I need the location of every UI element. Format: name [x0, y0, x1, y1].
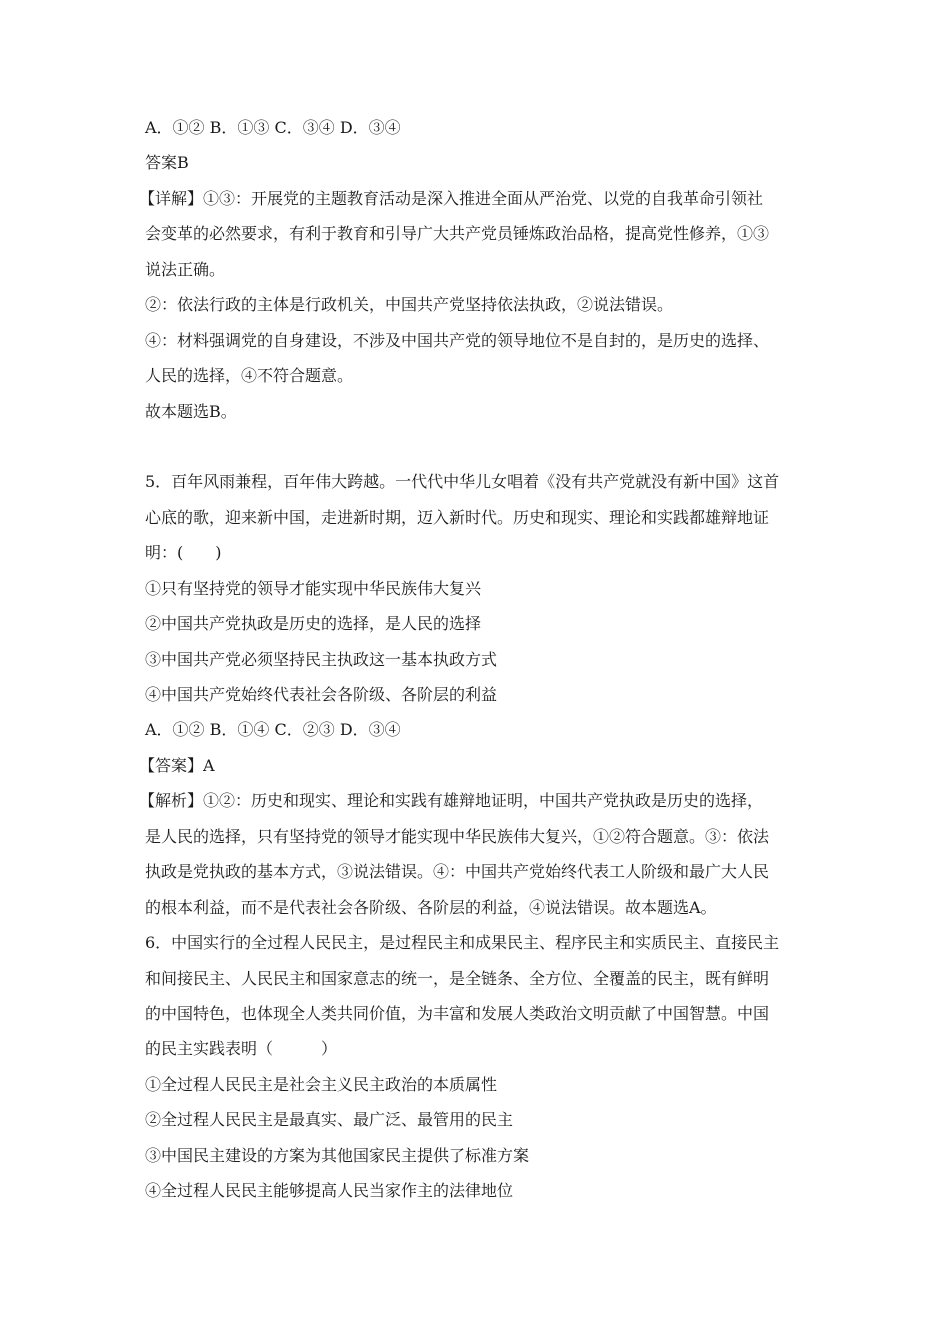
- statement-line: ④全过程人民民主能够提高人民当家作主的法律地位: [145, 1181, 514, 1201]
- question-line: 心底的歌，迎来新中国，走进新时期，迈入新时代。历史和现实、理论和实践都雄辩地证: [145, 507, 770, 527]
- conclusion-line: 故本题选B。: [145, 401, 237, 421]
- answer-line: 答案B: [145, 153, 189, 173]
- question-line: 明：( ): [145, 543, 222, 563]
- blank-line: [145, 429, 825, 464]
- question-line: 5．百年风雨兼程，百年伟大跨越。一代代中华儿女唱着《没有共产党就没有新中国》这首: [145, 472, 780, 492]
- question-line: 和间接民主、人民民主和国家意志的统一，是全链条、全方位、全覆盖的民主，既有鲜明: [145, 968, 770, 988]
- statement-line: ①全过程人民民主是社会主义民主政治的本质属性: [145, 1074, 498, 1094]
- document-body: [139, 110, 825, 1209]
- explanation-line: 会变革的必然要求，有利于教育和引导广大共产党员锤炼政治品格，提高党性修养，①③: [145, 224, 770, 244]
- statement-line: ④中国共产党始终代表社会各阶级、各阶层的利益: [145, 685, 498, 704]
- question-line: 的民主实践表明（ ）: [145, 1039, 338, 1059]
- explanation-line: 说法正确。: [145, 259, 226, 279]
- options-line: A．①② B．①③ C．③④ D．③④: [145, 118, 401, 137]
- question-line: 6．中国实行的全过程人民民主，是过程民主和成果民主、程序民主和实质民主、直接民主: [145, 933, 780, 953]
- explanation-line: 【详解】①③：开展党的主题教育活动是深入推进全面从严治党、以党的自我革命引领社: [139, 188, 764, 208]
- question-line: 的中国特色，也体现全人类共同价值，为丰富和发展人类政治文明贡献了中国智慧。中国: [145, 1003, 770, 1023]
- statement-line: ①只有坚持党的领导才能实现中华民族伟大复兴: [145, 578, 482, 598]
- options-line: A．①② B．①④ C．②③ D．③④: [145, 720, 401, 740]
- statement-line: ③中国民主建设的方案为其他国家民主提供了标准方案: [145, 1145, 530, 1165]
- explanation-line: 人民的选择，④不符合题意。: [145, 366, 354, 386]
- explanation-line: ④：材料强调党的自身建设，不涉及中国共产党的领导地位不是自封的，是历史的选择、: [145, 330, 770, 350]
- explanation-line: 是人民的选择，只有坚持党的领导才能实现中华民族伟大复兴，①②符合题意。③：依法: [145, 826, 770, 846]
- statement-line: ②中国共产党执政是历史的选择，是人民的选择: [145, 614, 482, 634]
- explanation-line: 的根本利益，而不是代表社会各阶级、各阶层的利益，④说法错误。故本题选A。: [145, 897, 717, 917]
- statement-line: ②全过程人民民主是最真实、最广泛、最管用的民主: [145, 1110, 514, 1130]
- answer-line: 【答案】A: [139, 755, 215, 775]
- explanation-line: ②：依法行政的主体是行政机关，中国共产党坚持依法执政，②说法错误。: [145, 295, 674, 315]
- explanation-line: 执政是党执政的基本方式，③说法错误。④：中国共产党始终代表工人阶级和最广大人民: [145, 862, 770, 882]
- explanation-line: 【解析】①②：历史和现实、理论和实践有雄辩地证明，中国共产党执政是历史的选择，: [139, 791, 764, 811]
- statement-line: ③中国共产党必须坚持民主执政这一基本执政方式: [145, 649, 498, 669]
